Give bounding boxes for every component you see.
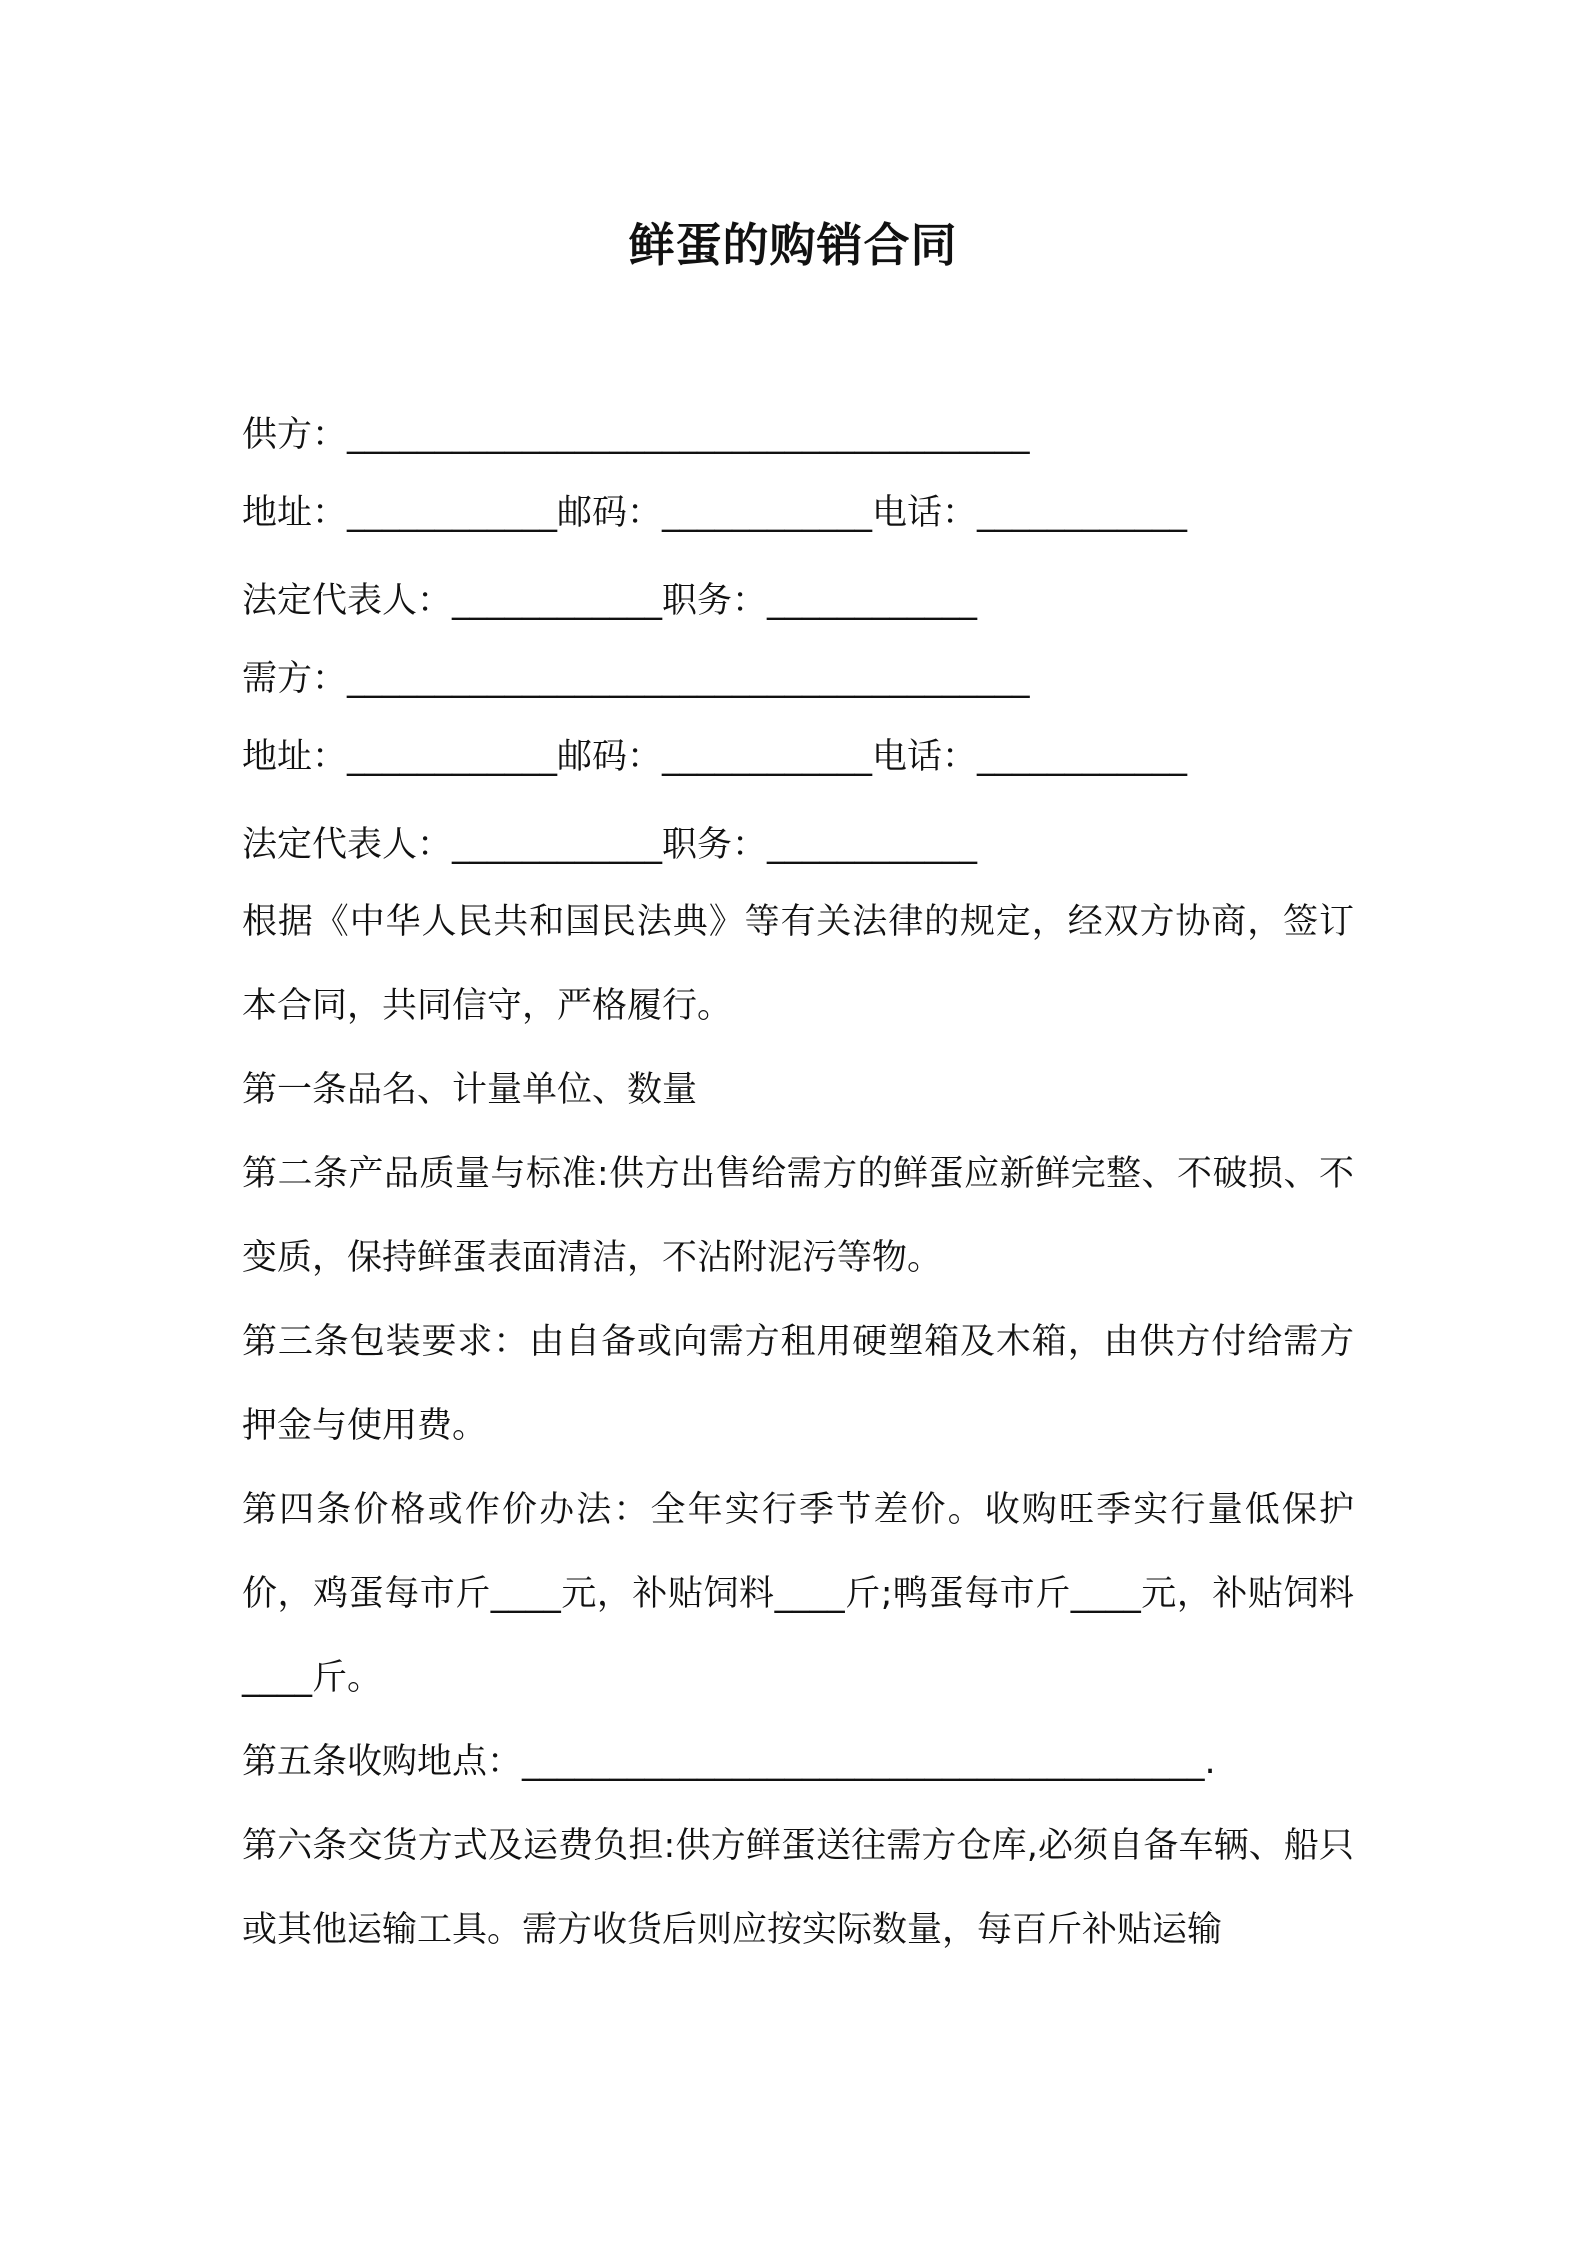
- article-4: 第四条价格或作价办法：全年实行季节差价。收购旺季实行量低保护价，鸡蛋每市斤____元，补贴饲料____斤;鸭蛋每市斤____元，补贴饲料____斤。: [242, 1490, 1354, 1698]
- supplier-address-line: 地址：____________邮码：____________电话：____________: [242, 493, 1188, 533]
- buyer-representative-line: 法定代表人：____________职务：____________: [242, 825, 978, 865]
- article-1: 第一条品名、计量单位、数量: [242, 1070, 698, 1110]
- article-6: 第六条交货方式及运费负担:供方鲜蛋送往需方仓库,必须自备车辆、船只或其他运输工具。需方收货后则应按实际数量，每百斤补贴运输: [242, 1826, 1354, 1950]
- article-3: 第三条包装要求：由自备或向需方租用硬塑箱及木箱，由供方付给需方押金与使用费。: [242, 1322, 1354, 1446]
- document-body: [242, 410, 1354, 1972]
- document-title: 鲜蛋的购销合同: [628, 218, 958, 272]
- article-2: 第二条产品质量与标准:供方出售给需方的鲜蛋应新鲜完整、不破损、不变质，保持鲜蛋表面清洁，不沾附泥污等物。: [242, 1154, 1354, 1278]
- supplier-line: 供方：_______________________________________: [242, 415, 1030, 455]
- buyer-address-line: 地址：____________邮码：____________电话：____________: [242, 737, 1188, 777]
- buyer-line: 需方：_______________________________________: [242, 659, 1030, 699]
- supplier-representative-line: 法定代表人：____________职务：____________: [242, 581, 978, 621]
- preamble-paragraph: 根据《中华人民共和国民法典》等有关法律的规定，经双方协商，签订本合同，共同信守，严格履行。: [242, 902, 1354, 1026]
- article-5: 第五条收购地点：_______________________________________.: [242, 1742, 1216, 1782]
